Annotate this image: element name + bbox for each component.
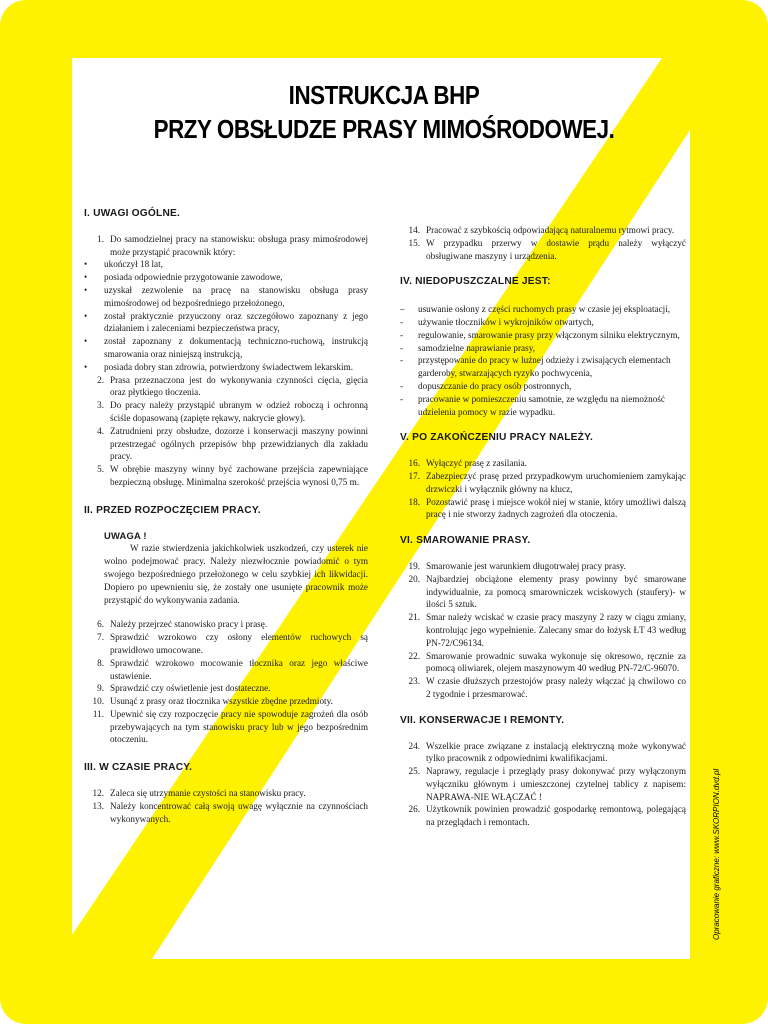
list-item: - pracowanie w pomieszczeniu samotnie, ze względu na niemożność udzielenia pomocy w razie wypadku. <box>400 393 665 417</box>
list-item: 22. Smarowanie prowadnic suwaka wykonuje się okresowo, ręcznie za pomocą oliwiarek, olejem maszynowym 40 według PN-72/C-96070. <box>408 650 686 674</box>
list-item: 26. Użytkownik powinien prowadzić gospodarkę remontową, polegającą na przeglądach i remontach. <box>408 804 686 828</box>
list-item: 23. W czasie dłuższych przestojów prasy należy włączać ją chwilowo co 2 tygodnie i przesmarować. <box>408 676 686 699</box>
list-item: 8. Sprawdzić wzrokowo mocowanie tłocznika oraz jego właściwe ustawienie. <box>97 657 368 681</box>
section-3-heading: III. W CZASIE PRACY. <box>84 762 193 774</box>
list-item: 1. Do samodzielnej pracy na stanowisku: obsługa prasy mimośrodowej może przystąpić pracownik który: <box>97 233 368 257</box>
list-item: 13. Należy koncentrować całą swoją uwagę wyłącznie na czynnościach wykonywanych. <box>92 800 368 824</box>
list-item: 9. Sprawdzić czy oświetlenie jest dostateczne. <box>97 683 271 694</box>
list-item: • ukończył 18 lat, <box>84 259 163 270</box>
list-item: 19. Smarowanie jest warunkiem długotrwałej pracy prasy. <box>408 560 626 571</box>
section-2-heading: II. PRZED ROZPOCZĘCIEM PRACY. <box>84 504 261 516</box>
list-item: • został zapoznany z dokumentacją techniczno-ruchową, instrukcją smarowania oraz niniejszą instrukcją, <box>84 336 368 359</box>
list-item: 3. Do pracy należy przystąpić ubranym w odzież roboczą i ochronną ściśle dopasowaną (zapięte rękawy, nakrycie głowy). <box>97 400 368 423</box>
list-item: 6. Należy przejrzeć stanowisko pracy i prasę. <box>97 619 268 630</box>
list-item: 4. Zatrudnieni przy obsłudze, dozorze i konserwacji maszyny powinni przestrzegać ogólnych przepisów bhp przewidzianych dla zakładu pracy. <box>97 425 368 462</box>
list-item: 24. Wszelkie prace związane z instalacją elektryczną może wykonywać tylko pracownik z odpowiednimi kwalifikacjami. <box>408 740 686 764</box>
list-item: 17. Zabezpieczyć prasę przed przypadkowym uruchomieniem zamykając drzwiczki i wyłącznik główny na klucz, <box>408 470 686 494</box>
title-line-1: INSTRUKCJA BHP <box>288 80 480 110</box>
section-7-heading: VII. KONSERWACJE I REMONTY. <box>400 714 565 726</box>
list-item: - samodzielne naprawianie prasy, <box>400 342 536 353</box>
graphic-credit: Opracowanie graficzne: www.SKORPION.dvd.pl <box>712 768 721 940</box>
list-item: 12. Zaleca się utrzymanie czystości na stanowisku pracy. <box>92 788 306 799</box>
list-item: 10. Usunąć z prasy oraz tłocznika wszystkie zbędne przedmioty. <box>92 696 333 707</box>
list-item: 7. Sprawdzić wzrokowo czy osłony elementów ruchowych są prawidłowo umocowane. <box>97 632 368 655</box>
list-item: 18. Pozostawić prasę i miejsce wokół niej w stanie, który umożliwi dalszą pracę i nie stworzy żadnych zagrożeń dla otoczenia. <box>408 496 686 520</box>
list-item: - dopuszczanie do pracy osób postronnych, <box>400 380 572 391</box>
list-item: - przystępowanie do pracy w luźnej odzieży i zwisających elementach garderoby, stwarzających ryzyko pochwycenia, <box>400 355 671 379</box>
section-6-heading: VI. SMAROWANIE PRASY. <box>400 535 531 547</box>
list-item: 2. Prasa przeznaczona jest do wykonywania czynności cięcia, gięcia oraz płytkiego tłoczenia. <box>97 374 368 398</box>
list-item: 20. Najbardziej obciążone elementy prasy powinny być smarowane indywidualnie, za pomocą smarowniczek wciskowych (staufery)- w ilości 5 sztuk. <box>408 573 686 610</box>
list-item: 14. Pracować z szybkością odpowiadającą naturalnemu rytmowi pracy. <box>408 225 675 235</box>
list-item: 16. Wyłączyć prasę z zasilania. <box>408 458 527 469</box>
list-item: • posiada dobry stan zdrowia, potwierdzony świadectwem lekarskim. <box>84 361 354 372</box>
list-item: 21. Smar należy wciskać w czasie pracy maszyny 2 razy w ciągu zmiany, kontrolując jego wypełnienie. Zalecany smar do łożysk ŁT 43 według PN-72/C96134. <box>408 612 686 648</box>
list-item: • uzyskał zezwolenie na pracę na stanowisku obsługa prasy mimośrodowej od bezpośredniego przełożonego, <box>84 284 368 308</box>
right-column <box>400 224 686 829</box>
list-item: - regulowanie, smarowanie prasy przy włączonym silniku elektrycznym, <box>400 329 680 340</box>
title-line-2: PRZY OBSŁUDZE PRASY MIMOŚRODOWEJ. <box>153 114 615 144</box>
warning-label: UWAGA ! <box>104 529 147 541</box>
warning-text: W razie stwierdzenia jakichkolwiek uszkodzeń, czy usterek nie wolno podejmować pracy. Należy niezwłocznie powiadomić o tym swojego bezpośredniego przełożonego w celu szybkiej ich likwidacji. Dopiero po upewnieniu się, że zostały one usunięte pracownik może przystąpić do wykonywania zadania. <box>104 543 368 605</box>
list-item: • posiada odpowiednie przygotowanie zawodowe, <box>84 272 283 283</box>
list-item: 25. Naprawy, regulacje i przeglądy prasy dokonywać przy wyłączonym wyłączniku głównym i umieszczonej czytelnej tablicy z napisem: NAPRAWA-NIE WŁĄCZAĆ ! <box>408 766 686 802</box>
list-item: 5. W obrębie maszyny winny być zachowane przejścia zapewniające bezpieczną obsługę. Minimalna szerokość przejścia wynosi 0,75 m. <box>97 464 368 487</box>
section-4-heading: IV. NIEDOPUSZCZALNE JEST: <box>400 276 551 288</box>
list-item: 15. W przypadku przerwy w dostawie prądu należy wyłączyć obsługiwane maszyny i urządzenia. <box>408 237 686 261</box>
list-item: - używanie tłoczników i wykrojników otwartych, <box>400 316 594 327</box>
list-item: • został praktycznie przyuczony oraz szczegółowo zapoznany z jego działaniem i zaleceniami bezpieczeństwa pracy, <box>84 310 368 334</box>
list-item: 11. Upewnić się czy rozpoczęcie pracy nie spowoduje zagrożeń dla osób przebywających na tym stanowisku pracy lub w jego bezpośrednim otoczeniu. <box>92 708 368 745</box>
left-column <box>84 208 368 825</box>
list-item: – usuwanie osłony z części ruchomych prasy w czasie jej eksploatacji, <box>400 304 671 315</box>
section-5-heading: V. PO ZAKOŃCZENIU PRACY NALEŻY. <box>400 432 593 444</box>
section-1-heading: I. UWAGI OGÓLNE. <box>84 208 181 219</box>
